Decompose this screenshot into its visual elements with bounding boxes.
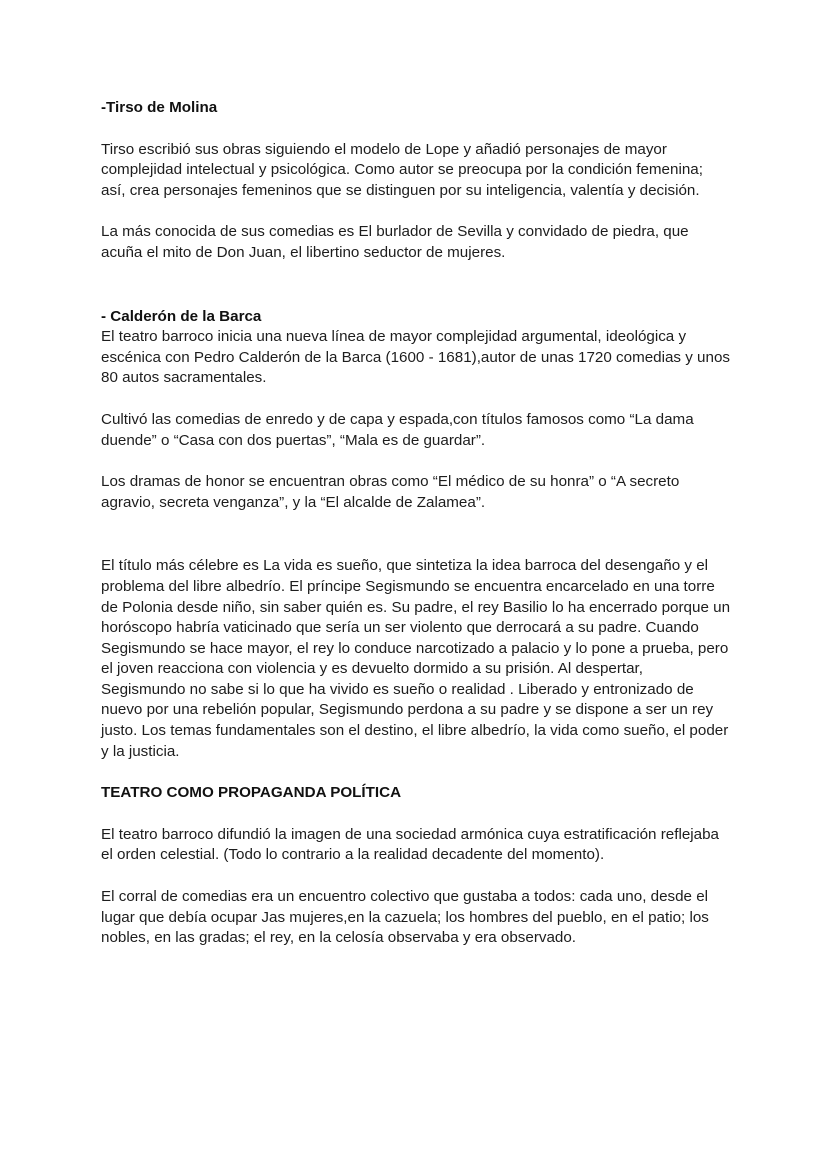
paragraph-propaganda-1: El teatro barroco difundió la imagen de una sociedad armónica cuya estratificación reflejaba el orden celestial. (Todo lo contrario a la realidad decadente del momento). <box>101 825 719 864</box>
paragraph-calderon-2: Cultivó las comedias de enredo y de capa y espada,con títulos famosos como “La dama duende” o “Casa con dos puertas”, “Mala es de guardar”. <box>101 410 694 449</box>
paragraph-calderon-3: Los dramas de honor se encuentran obras como “El médico de su honra” o “A secreto agravio, secreta venganza”, y la “El alcalde de Zalamea”. <box>101 473 680 511</box>
section-heading-tirso: -Tirso de Molina <box>101 99 218 116</box>
document-page <box>101 98 731 949</box>
paragraph-propaganda-2: El corral de comedias era un encuentro colectivo que gustaba a todos: cada uno, desde el lugar que debía ocupar Jas mujeres,en la cazuela; los hombres del pueblo, en el patio; los nobles, en las gradas; el rey, en la celosía observaba y era observado. <box>101 888 709 947</box>
paragraph-tirso-1: Tirso escribió sus obras siguiendo el modelo de Lope y añadió personajes de mayor complejidad intelectual y psicológica. Como autor se preocupa por la condición femenina; así, crea personajes femeninos que se distinguen por su inteligencia, valentía y decisión. <box>101 140 703 199</box>
paragraph-calderon-4: El título más célebre es La vida es sueño, que sintetiza la idea barroca del desengaño y el problema del libre albedrío. El príncipe Segismundo se encuentra encarcelado en una torre de Polonia desde niño, sin saber quién es. Su padre, el rey Basilio lo ha encerrado porque un horóscopo habría vaticinado que sería un ser violento que derrocará a su padre. Cuando Segismundo se hace mayor, el rey lo conduce narcotizado a palacio y lo pone a prueba, pero el joven reacciona con violencia y es devuelto dormido a su prisión. Al despertar, Segismundo no sabe si lo que ha vivido es sueño o realidad . Liberado y entronizado de nuevo por una rebelión popular, Segismundo perdona a su padre y se dispone a ser un rey justo. Los temas fundamentales son el destino, el libre albedrío, la vida como sueño, el poder y la justicia. <box>101 557 731 760</box>
paragraph-tirso-2: La más conocida de sus comedias es El burlador de Sevilla y convidado de piedra, que acuña el mito de Don Juan, el libertino seductor de mujeres. <box>101 223 689 261</box>
paragraph-calderon-1: El teatro barroco inicia una nueva línea de mayor complejidad argumental, ideológica y escénica con Pedro Calderón de la Barca (1600 - 1681),autor de unas 1720 comedias y unos 80 autos sacramentales. <box>101 328 730 387</box>
section-heading-calderon: - Calderón de la Barca <box>101 307 262 325</box>
section-heading-propaganda: TEATRO COMO PROPAGANDA POLÍTICA <box>101 784 402 802</box>
